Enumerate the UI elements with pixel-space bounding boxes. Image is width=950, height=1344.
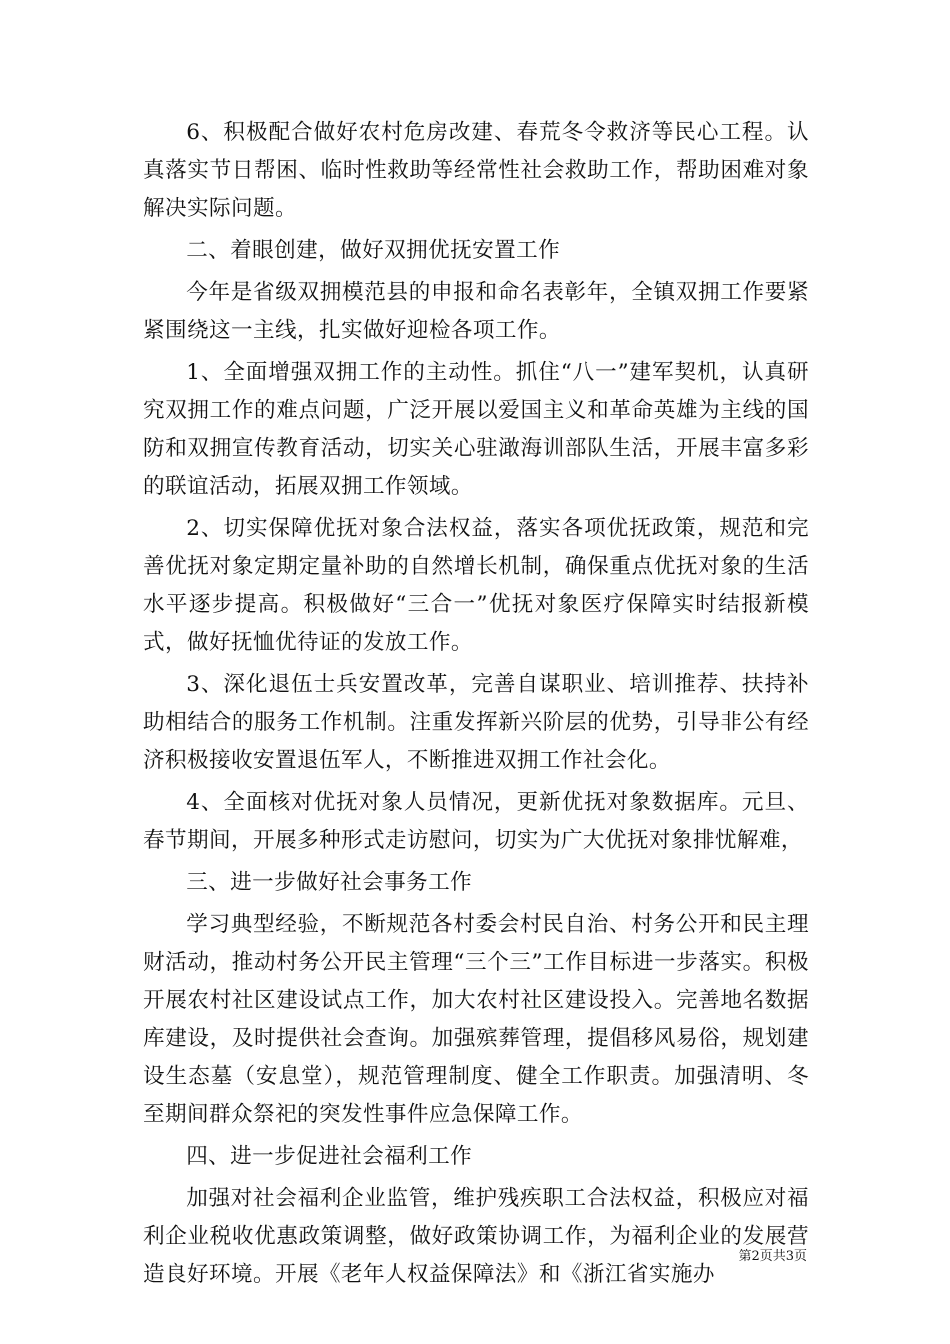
paragraph-social-welfare: 加强对社会福利企业监管，维护残疾职工合法权益，积极应对福利企业税收优惠政策调整，做好政策协调工作，为福利企业的发展营造良好环境。开展《老年人权益保障法》和《浙江省实施办 xyxy=(143,1186,809,1287)
paragraph-rescue-project: 6、积极配合做好农村危房改建、春荒冬令救济等民心工程。认真落实节日帮困、临时性救助等经常性社会救助工作，帮助困难对象解决实际问题。 xyxy=(143,120,809,221)
paragraph-double-support-intro: 今年是省级双拥模范县的申报和命名表彰年，全镇双拥工作要紧紧围绕这一主线，扎实做好迎检各项工作。 xyxy=(143,280,809,343)
section-heading-2: 二、着眼创建，做好双拥优抚安置工作 xyxy=(186,238,561,263)
section-heading-4: 四、进一步促进社会福利工作 xyxy=(186,1144,473,1169)
paragraph-social-affairs: 学习典型经验，不断规范各村委会村民自治、村务公开和民主理财活动，推动村务公开民主管理“三个三”工作目标进一步落实。积极开展农村社区建设试点工作，加大农村社区建设投入。完善地名数据库建设，及时提供社会查询。加强殡葬管理，提倡移风易俗，规划建设生态墓（安息堂），规范管理制度、健全工作职责。加强清明、冬至期间群众祭祀的突发性事件应急保障工作。 xyxy=(143,912,809,1127)
paragraph-item-1: 1、全面增强双拥工作的主动性。抓住“八一”建军契机，认真研究双拥工作的难点问题，广泛开展以爱国主义和革命英雄为主线的国防和双拥宣传教育活动，切实关心驻澉海训部队生活，开展丰富多彩的联谊活动，拓展双拥工作领域。 xyxy=(143,360,809,499)
section-heading-3: 三、进一步做好社会事务工作 xyxy=(186,870,473,895)
paragraph-item-3: 3、深化退伍士兵安置改革，完善自谋职业、培训推荐、扶持补助相结合的服务工作机制。注重发挥新兴阶层的优势，引导非公有经济积极接收安置退伍军人，不断推进双拥工作社会化。 xyxy=(143,672,809,773)
page-number: 第2页共3页 xyxy=(738,1249,807,1264)
paragraph-item-2: 2、切实保障优抚对象合法权益，落实各项优抚政策，规范和完善优抚对象定期定量补助的自然增长机制，确保重点优抚对象的生活水平逐步提高。积极做好“三合一”优抚对象医疗保障实时结报新模式，做好抚恤优待证的发放工作。 xyxy=(143,516,809,655)
document-body xyxy=(143,114,809,1298)
paragraph-item-4: 4、全面核对优抚对象人员情况，更新优抚对象数据库。元旦、春节期间，开展多种形式走访慰问，切实为广大优抚对象排忧解难， xyxy=(143,790,809,853)
